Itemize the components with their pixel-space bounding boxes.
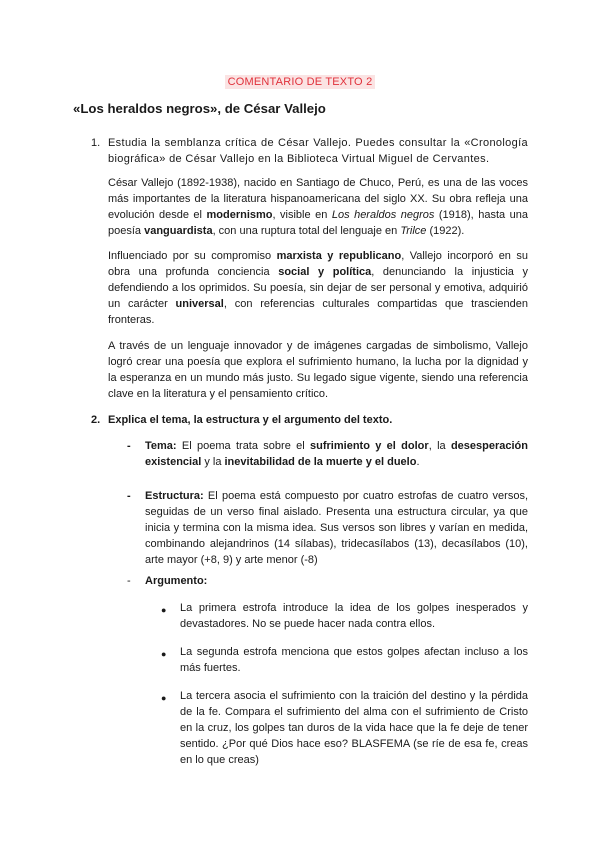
text-run: El poema está compuesto por cuatro estrofas de cuatro versos, seguidas de un verso final aislado. Presenta una estructura circular, ya que inicia y termina con la misma idea. Sus versos son libres y varían en medida, combinando alejandrinos (14 sílabas), tridecasílabos (13), decasílabos (10), arte mayor (+8, 9) y arte menor (-8) [145,490,528,566]
bold-run: universal [175,298,224,310]
text-run: (1918), hasta una poesía [108,209,528,237]
question-1-text: Estudia la semblanza crítica de César Vallejo. Puedes consultar la «Cronología biográfica» de César Vallejo en la Biblioteca Virtual Miguel de Cervantes. [108,137,528,165]
text-run: (1922). [426,225,465,237]
bullet-icon: ● [161,649,167,659]
bold-run: inevitabilidad de la muerte y el duelo [224,456,417,468]
text-run: , Vallejo incorporó en su obra una profunda conciencia [108,250,529,278]
bullet-icon: ● [161,605,167,615]
text-run: , denunciando la injusticia y defendiendo a los oprimidos. Su poesía, sin dejar de ser personal y emotiva, adquirió un carácter [108,266,528,310]
argumento-bullet-3: La tercera asocia el sufrimiento con la traición del destino y la pérdida de la fe. Compara el sufrimiento del alma con el sufrimiento de Cristo en la cruz, los golpes tan duros de la vida hace que la fe deje de tener sentido. ¿Por qué Dios hace eso? BLASFEMA (se ríe de esa fe, creas en lo que creas) [180,690,528,766]
argumento-label: Argumento: [145,575,208,587]
title-highlight: COMENTARIO DE TEXTO 2 [225,75,376,89]
estructura-label: Estructura: [145,490,204,502]
poem-subtitle: «Los heraldos negros», de César Vallejo [73,101,326,116]
bullet-icon: ● [161,693,167,703]
bold-run: vanguardista [144,225,213,237]
tema-dash: - [127,440,131,452]
argumento-bullet-2: La segunda estrofa menciona que estos golpes afectan incluso a los más fuertes. [180,646,528,674]
argumento-dash: - [127,575,131,587]
text-run: , con una ruptura total del lenguaje en [212,225,401,237]
text-run: El poema trata sobre el [176,440,311,452]
text-run: y la [201,456,225,468]
answer-1-paragraph-3: A través de un lenguaje innovador y de imágenes cargadas de simbolismo, Vallejo logró crear una poesía que explora el sufrimiento humano, la lucha por la dignidad y la esperanza en un mundo más justo. Su legado sigue vigente, siendo una referencia clave en la literatura y el pensamiento crítico. [108,340,528,400]
answer-1-paragraph-1 [108,175,528,239]
question-2-number: 2. [91,414,101,426]
estructura-paragraph [145,488,528,568]
text-run: , la [428,440,451,452]
text-run: , con referencias culturales compartidas que trascienden fronteras. [108,298,528,326]
question-2-text: Explica el tema, la estructura y el argumento del texto. [108,414,393,426]
answer-1-paragraph-2 [108,248,528,328]
tema-paragraph [145,438,528,470]
text-run: César Vallejo (1892-1938), nacido en Santiago de Chuco, Perú, es una de las voces más importantes de la literatura hispanoamericana del siglo XX. Su obra refleja una evolución desde el [108,177,528,221]
text-run: . [416,456,420,468]
text-run: Influenciado por su compromiso [108,250,277,262]
bold-run: marxista y republicano [276,250,402,262]
bold-run: desesperación existencial [145,440,528,468]
italic-run: Trilce [400,225,427,237]
argumento-bullet-1: La primera estrofa introduce la idea de los golpes inesperados y devastadores. No se puede hacer nada contra ellos. [180,602,528,630]
question-1-number: 1. [91,137,101,149]
bold-run: modernismo [206,209,273,221]
tema-label: Tema: [145,440,177,452]
text-run: , visible en [272,209,332,221]
italic-run: Los heraldos negros [331,209,435,221]
estructura-dash: - [127,490,131,502]
document-title [0,72,600,90]
bold-run: social y política [278,266,372,278]
bold-run: sufrimiento y el dolor [310,440,429,452]
